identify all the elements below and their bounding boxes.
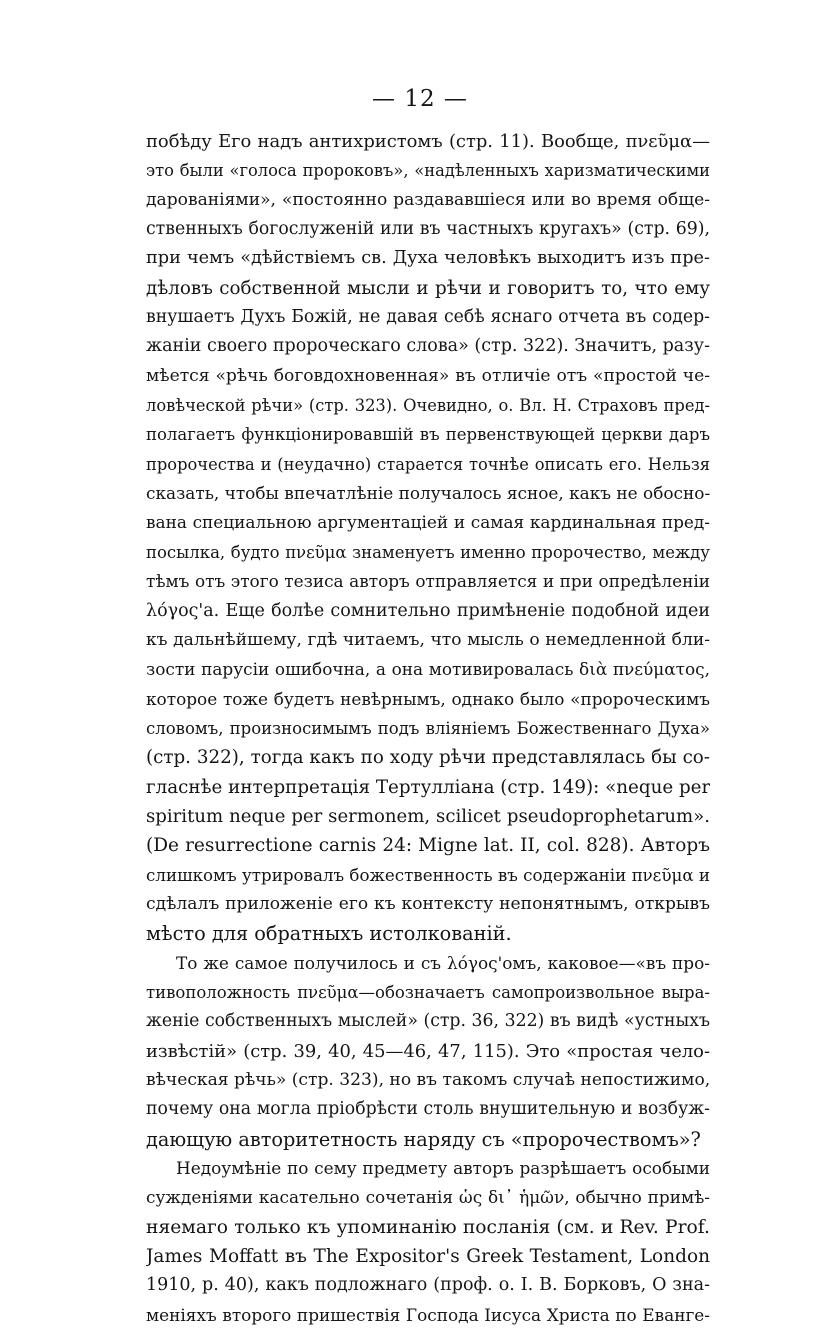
text-line: (стр. 322), тогда какъ по ходу рѣчи представлялась бы со- bbox=[146, 747, 710, 769]
text-line: дающую авторитетность наряду съ «пророчествомъ»? bbox=[146, 1127, 701, 1151]
text-line: James Moffatt въ The Expositor's Greek Testament, London bbox=[146, 1246, 710, 1268]
text-line: которое тоже будетъ невѣрнымъ, однако было «пророческимъ bbox=[146, 688, 710, 709]
text-line: вана специальною аргументаціей и самая кардинальная пред- bbox=[146, 512, 710, 533]
text-line: зости парусіи ошибочна, а она мотивировалась διὰ πνεύματος, bbox=[146, 659, 710, 680]
text-line: дарованіями», «постоянно раздававшіеся или во время обще- bbox=[146, 189, 710, 210]
text-line: ственныхъ богослуженій или въ частныхъ кругахъ» (стр. 69), bbox=[146, 219, 710, 240]
text-line: побѣду Его надъ антихристомъ (стр. 11). Вообще, πνεῦμα— bbox=[146, 131, 710, 152]
text-line: внушаетъ Духъ Божій, не давая себѣ яснаго отчета въ содер- bbox=[146, 307, 710, 328]
body-text bbox=[146, 127, 710, 1330]
text-line: вѣческая рѣчь» (стр. 323), но въ такомъ случаѣ непостижимо, bbox=[146, 1070, 710, 1090]
text-line: слишкомъ утрировалъ божественность въ содержаніи πνεῦμα и bbox=[146, 864, 710, 885]
text-line: 1910, p. 40), какъ подложнаго (проф. о. І. В. Борковъ, О зна- bbox=[146, 1275, 710, 1296]
text-line: къ дальнѣйшему, гдѣ читаемъ, что мысль о немедленной бли- bbox=[146, 629, 710, 650]
text-line: это были «голоса пророковъ», «надѣленныхъ харизматическими bbox=[146, 161, 710, 181]
text-line: дѣловъ собственной мысли и рѣчи и говоритъ то, что ему bbox=[146, 277, 710, 299]
text-line: тѣмъ отъ этого тезиса авторъ отправляется и при опредѣленіи bbox=[146, 571, 710, 592]
text-line: почему она могла пріобрѣсти столь внушительную и возбуж- bbox=[146, 1099, 710, 1120]
text-line: ловѣческой рѣчи» (стр. 323). Очевидно, о. Вл. Н. Страховъ пред- bbox=[146, 396, 710, 416]
text-line: пророчества и (неудачно) старается точнѣе описать его. Нельзя bbox=[146, 454, 710, 474]
page-number: — 12 — bbox=[372, 86, 468, 112]
text-line: сдѣлалъ приложеніе его къ контексту непонятнымъ, открывъ bbox=[146, 893, 710, 914]
text-line: меніяхъ второго пришествія Господа Іисуса Христа по Еванге- bbox=[146, 1304, 710, 1325]
text-line: сужденіями касательно сочетанія ὡς δι᾽ ἡμῶν, обычно примѣ- bbox=[146, 1187, 710, 1208]
text-line: извѣстій» (стр. 39, 40, 45—46, 47, 115). Это «простая чело- bbox=[146, 1040, 710, 1062]
text-line: мѣется «рѣчь боговдохновенная» въ отличіе отъ «простой че- bbox=[146, 365, 710, 386]
text-line: словомъ, произносимымъ подъ вліяніемъ Божественнаго Духа» bbox=[146, 718, 710, 738]
text-line: при чемъ «дѣйствіемъ св. Духа человѣкъ выходитъ изъ пре- bbox=[146, 248, 710, 269]
text-line: То же самое получилось и съ λόγος'омъ, каковое—«въ про- bbox=[176, 952, 710, 973]
text-line: λόγος'а. Еще болѣе сомнительно примѣненіе подобной идеи bbox=[146, 600, 710, 621]
text-line: женіе собственныхъ мыслей» (стр. 36, 322) въ видѣ «устныхъ bbox=[146, 1011, 710, 1032]
text-line: жаніи своего пророческаго слова» (стр. 322). Значитъ, разу- bbox=[146, 336, 710, 357]
text-line: посылка, будто πνεῦμα знаменуетъ именно пророчество, между bbox=[146, 542, 710, 562]
text-line: мѣсто для обратныхъ истолкованій. bbox=[146, 922, 512, 946]
text-line: гласнѣе интерпретація Тертулліана (стр. 149): «neque per bbox=[146, 776, 710, 798]
text-line: Недоумѣніе по сему предмету авторъ разрѣшаетъ особыми bbox=[176, 1158, 710, 1179]
text-line: полагаетъ функціонировавшій въ первенствующей церкви даръ bbox=[146, 425, 710, 445]
text-line: няемаго только къ упоминанію посланія (см. и Rev. Prof. bbox=[146, 1216, 710, 1238]
text-line: (De resurrectione carnis 24: Migne lat. II, col. 828). Авторъ bbox=[146, 835, 710, 857]
text-line: spiritum neque per sermonem, scilicet pseudoprophetarum». bbox=[146, 805, 710, 827]
text-line: сказать, чтобы впечатлѣніе получалось ясное, какъ не обосно- bbox=[146, 483, 710, 504]
text-line: тивоположность πνεῦμα—обозначаетъ самопроизвольное выра- bbox=[146, 982, 710, 1002]
